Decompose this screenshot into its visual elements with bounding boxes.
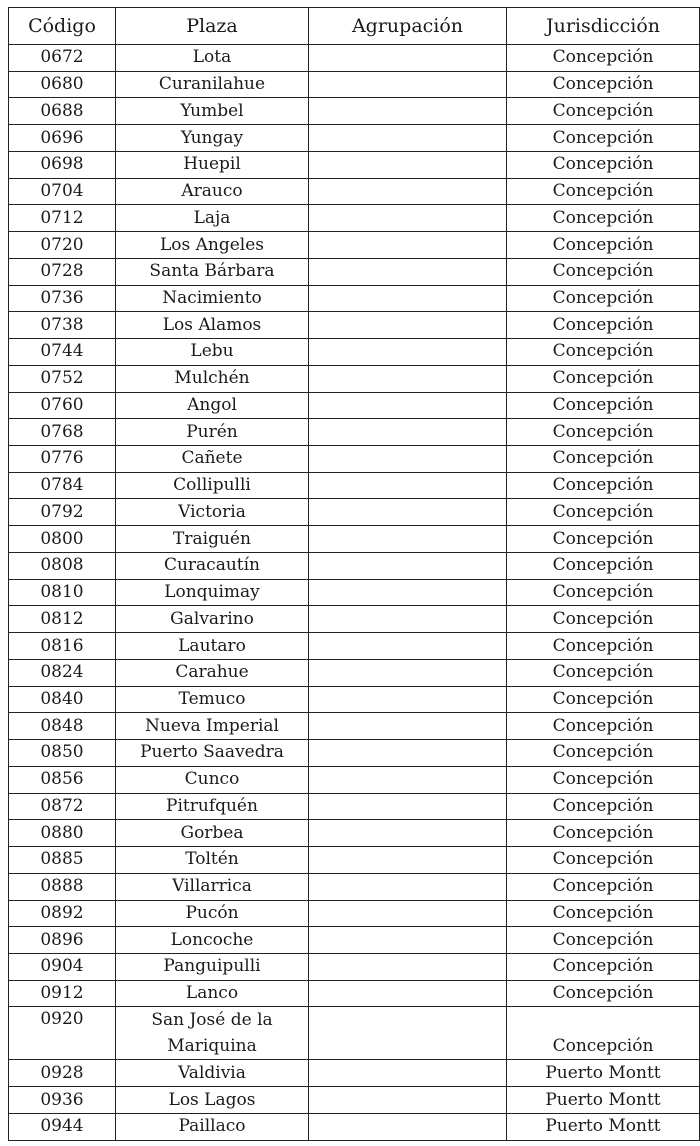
plaza-cell: Loncoche <box>116 927 309 954</box>
codigo-cell: 0840 <box>9 686 116 713</box>
jurisdiccion-cell: Concepción <box>507 499 700 526</box>
codigo-cell: 0920 <box>9 1007 116 1060</box>
agrupacion-cell <box>309 873 507 900</box>
agrupacion-cell <box>309 1087 507 1114</box>
plaza-cell: Valdivia <box>116 1060 309 1087</box>
agrupacion-cell <box>309 472 507 499</box>
codigo-cell: 0904 <box>9 953 116 980</box>
table-row <box>9 552 700 579</box>
header-jurisdiccion: Jurisdicción <box>507 8 700 45</box>
jurisdiccion-cell: Concepción <box>507 392 700 419</box>
jurisdiccion-cell: Concepción <box>507 71 700 98</box>
plaza-cell: Lautaro <box>116 633 309 660</box>
plaza-cell: Villarrica <box>116 873 309 900</box>
jurisdiccion-cell: Concepción <box>507 847 700 874</box>
codigo-cell: 0872 <box>9 793 116 820</box>
plaza-line: San José de la <box>151 1010 273 1031</box>
plaza-cell <box>116 1007 309 1060</box>
table-row <box>9 98 700 125</box>
table-row <box>9 980 700 1007</box>
plaza-cell: Nacimiento <box>116 285 309 312</box>
codigo-cell: 0800 <box>9 526 116 553</box>
jurisdiccion-cell: Puerto Montt <box>507 1113 700 1140</box>
table-row <box>9 659 700 686</box>
jurisdiccion-cell: Concepción <box>507 820 700 847</box>
agrupacion-cell <box>309 419 507 446</box>
jurisdiccion-cell: Concepción <box>507 606 700 633</box>
agrupacion-cell <box>309 633 507 660</box>
agrupacion-cell <box>309 927 507 954</box>
agrupacion-cell <box>309 365 507 392</box>
agrupacion-cell <box>309 339 507 366</box>
plaza-cell: Paillaco <box>116 1113 309 1140</box>
agrupacion-cell <box>309 980 507 1007</box>
agrupacion-cell <box>309 178 507 205</box>
codigo-cell: 0816 <box>9 633 116 660</box>
plaza-cell: Los Angeles <box>116 232 309 259</box>
agrupacion-cell <box>309 740 507 767</box>
plaza-line: Mariquina <box>167 1036 257 1057</box>
jurisdiccion-cell: Concepción <box>507 659 700 686</box>
table-row <box>9 820 700 847</box>
codigo-cell: 0704 <box>9 178 116 205</box>
codigo-cell: 0768 <box>9 419 116 446</box>
agrupacion-cell <box>309 1007 507 1060</box>
codigo-cell: 0848 <box>9 713 116 740</box>
table-row <box>9 1060 700 1087</box>
plaza-cell: Carahue <box>116 659 309 686</box>
jurisdiccion-cell: Concepción <box>507 980 700 1007</box>
jurisdiccion-cell: Concepción <box>507 552 700 579</box>
plaza-cell: Nueva Imperial <box>116 713 309 740</box>
agrupacion-cell <box>309 713 507 740</box>
codigo-cell: 0696 <box>9 125 116 152</box>
jurisdiccion-cell: Concepción <box>507 125 700 152</box>
agrupacion-cell <box>309 820 507 847</box>
table-row <box>9 1113 700 1140</box>
jurisdiccion-cell: Concepción <box>507 285 700 312</box>
jurisdiccion-cell: Concepción <box>507 446 700 473</box>
codigo-cell: 0784 <box>9 472 116 499</box>
jurisdiccion-cell: Concepción <box>507 633 700 660</box>
table-row <box>9 312 700 339</box>
plaza-cell: Galvarino <box>116 606 309 633</box>
jurisdiccion-cell: Concepción <box>507 740 700 767</box>
agrupacion-cell <box>309 71 507 98</box>
plaza-cell: Curanilahue <box>116 71 309 98</box>
codigo-cell: 0712 <box>9 205 116 232</box>
table-row <box>9 579 700 606</box>
jurisdiccion-cell: Concepción <box>507 900 700 927</box>
jurisdiccion-cell: Concepción <box>507 472 700 499</box>
plaza-cell: Lota <box>116 45 309 72</box>
plaza-cell: Huepil <box>116 151 309 178</box>
codigo-cell: 0680 <box>9 71 116 98</box>
plaza-cell: Lanco <box>116 980 309 1007</box>
jurisdiccion-cell: Concepción <box>507 526 700 553</box>
table-row <box>9 339 700 366</box>
plaza-cell: Yungay <box>116 125 309 152</box>
codigo-cell: 0720 <box>9 232 116 259</box>
table-row <box>9 45 700 72</box>
jurisdiccion-cell: Concepción <box>507 927 700 954</box>
plaza-cell: Arauco <box>116 178 309 205</box>
codigo-cell: 0892 <box>9 900 116 927</box>
table-row <box>9 847 700 874</box>
plaza-cell: Panguipulli <box>116 953 309 980</box>
plaza-cell: Collipulli <box>116 472 309 499</box>
jurisdiccion-cell: Concepción <box>507 686 700 713</box>
agrupacion-cell <box>309 900 507 927</box>
codigo-cell: 0912 <box>9 980 116 1007</box>
codigo-cell: 0688 <box>9 98 116 125</box>
agrupacion-cell <box>309 312 507 339</box>
agrupacion-cell <box>309 285 507 312</box>
agrupacion-cell <box>309 392 507 419</box>
jurisdiccion-cell: Concepción <box>507 178 700 205</box>
jurisdiccion-cell: Concepción <box>507 365 700 392</box>
table-row <box>9 499 700 526</box>
jurisdiccion-cell: Concepción <box>507 232 700 259</box>
agrupacion-cell <box>309 793 507 820</box>
codigo-cell: 0896 <box>9 927 116 954</box>
agrupacion-cell <box>309 766 507 793</box>
table-row <box>9 392 700 419</box>
agrupacion-cell <box>309 686 507 713</box>
header-agrupacion: Agrupación <box>309 8 507 45</box>
codigo-cell: 0744 <box>9 339 116 366</box>
plaza-cell: Cañete <box>116 446 309 473</box>
header-plaza: Plaza <box>116 8 309 45</box>
codigo-cell: 0760 <box>9 392 116 419</box>
plaza-cell: Lonquimay <box>116 579 309 606</box>
plaza-cell: Toltén <box>116 847 309 874</box>
agrupacion-cell <box>309 499 507 526</box>
jurisdiccion-cell: Puerto Montt <box>507 1060 700 1087</box>
jurisdiccion-cell: Concepción <box>507 713 700 740</box>
jurisdiccion-cell: Concepción <box>507 98 700 125</box>
table-row <box>9 205 700 232</box>
codigo-cell: 0776 <box>9 446 116 473</box>
table-row <box>9 446 700 473</box>
jurisdiccion-cell: Concepción <box>507 793 700 820</box>
jurisdiccion-cell: Concepción <box>507 151 700 178</box>
codigo-cell: 0698 <box>9 151 116 178</box>
table-row <box>9 472 700 499</box>
plaza-cell: Cunco <box>116 766 309 793</box>
table-row <box>9 365 700 392</box>
agrupacion-cell <box>309 45 507 72</box>
plaza-cell: Los Alamos <box>116 312 309 339</box>
jurisdiccion-cell: Concepción <box>507 205 700 232</box>
agrupacion-cell <box>309 552 507 579</box>
table-row <box>9 713 700 740</box>
codigo-cell: 0928 <box>9 1060 116 1087</box>
plaza-cell: Temuco <box>116 686 309 713</box>
plaza-cell: Victoria <box>116 499 309 526</box>
jurisdiccion-cell: Concepción <box>507 766 700 793</box>
codigo-cell: 0738 <box>9 312 116 339</box>
agrupacion-cell <box>309 258 507 285</box>
plaza-cell: Mulchén <box>116 365 309 392</box>
table-row <box>9 1007 700 1060</box>
table-row <box>9 793 700 820</box>
plaza-cell: Yumbel <box>116 98 309 125</box>
jurisdiccion-cell: Concepción <box>507 45 700 72</box>
jurisdiccion-cell: Concepción <box>507 579 700 606</box>
table-row <box>9 125 700 152</box>
codigo-cell: 0736 <box>9 285 116 312</box>
table-body <box>9 45 700 1141</box>
plaza-cell: Laja <box>116 205 309 232</box>
codigo-cell: 0888 <box>9 873 116 900</box>
agrupacion-cell <box>309 98 507 125</box>
agrupacion-cell <box>309 446 507 473</box>
plaza-cell: Curacautín <box>116 552 309 579</box>
table-header <box>9 8 700 45</box>
table-row <box>9 953 700 980</box>
table-row <box>9 927 700 954</box>
jurisdiccion-cell: Concepción <box>507 339 700 366</box>
table-row <box>9 419 700 446</box>
codigo-cell: 0944 <box>9 1113 116 1140</box>
agrupacion-cell <box>309 579 507 606</box>
table-row <box>9 740 700 767</box>
header-codigo: Código <box>9 8 116 45</box>
table-row <box>9 178 700 205</box>
jurisdiccion-cell: Concepción <box>507 312 700 339</box>
codigo-cell: 0885 <box>9 847 116 874</box>
agrupacion-cell <box>309 205 507 232</box>
plaza-cell: Gorbea <box>116 820 309 847</box>
jurisdiccion-cell: Concepción <box>507 419 700 446</box>
codigo-cell: 0850 <box>9 740 116 767</box>
codigo-cell: 0824 <box>9 659 116 686</box>
table-row <box>9 1087 700 1114</box>
codigo-cell: 0792 <box>9 499 116 526</box>
codigo-cell: 0672 <box>9 45 116 72</box>
codigo-cell: 0810 <box>9 579 116 606</box>
table-row <box>9 71 700 98</box>
codigo-cell: 0808 <box>9 552 116 579</box>
plaza-cell: Puerto Saavedra <box>116 740 309 767</box>
codigo-cell: 0856 <box>9 766 116 793</box>
table-row <box>9 633 700 660</box>
table-row <box>9 232 700 259</box>
table-row <box>9 151 700 178</box>
codigo-cell: 0812 <box>9 606 116 633</box>
table-row <box>9 766 700 793</box>
codigo-cell: 0752 <box>9 365 116 392</box>
agrupacion-cell <box>309 606 507 633</box>
plaza-cell: Lebu <box>116 339 309 366</box>
plazas-table <box>8 7 700 1141</box>
plaza-cell: Traiguén <box>116 526 309 553</box>
agrupacion-cell <box>309 953 507 980</box>
jurisdiccion-cell: Concepción <box>507 1007 700 1060</box>
table-row <box>9 606 700 633</box>
table-row <box>9 686 700 713</box>
agrupacion-cell <box>309 1060 507 1087</box>
header-row <box>9 8 700 45</box>
agrupacion-cell <box>309 125 507 152</box>
jurisdiccion-cell: Concepción <box>507 953 700 980</box>
codigo-cell: 0728 <box>9 258 116 285</box>
plaza-cell: Pucón <box>116 900 309 927</box>
plaza-cell: Angol <box>116 392 309 419</box>
agrupacion-cell <box>309 232 507 259</box>
table-row <box>9 900 700 927</box>
jurisdiccion-cell: Puerto Montt <box>507 1087 700 1114</box>
plaza-cell: Los Lagos <box>116 1087 309 1114</box>
agrupacion-cell <box>309 847 507 874</box>
table-row <box>9 873 700 900</box>
agrupacion-cell <box>309 151 507 178</box>
table-row <box>9 526 700 553</box>
table-row <box>9 258 700 285</box>
plaza-cell: Pitrufquén <box>116 793 309 820</box>
plaza-cell: Purén <box>116 419 309 446</box>
codigo-cell: 0936 <box>9 1087 116 1114</box>
agrupacion-cell <box>309 1113 507 1140</box>
codigo-cell: 0880 <box>9 820 116 847</box>
jurisdiccion-cell: Concepción <box>507 873 700 900</box>
agrupacion-cell <box>309 526 507 553</box>
table-row <box>9 285 700 312</box>
plaza-cell: Santa Bárbara <box>116 258 309 285</box>
jurisdiccion-cell: Concepción <box>507 258 700 285</box>
agrupacion-cell <box>309 659 507 686</box>
